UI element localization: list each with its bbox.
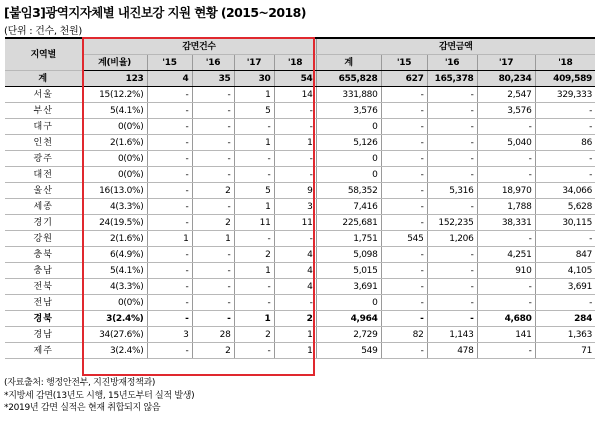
count-cell: - [147, 151, 192, 167]
header-count-col: '15 [147, 55, 192, 71]
amount-cell: 3,691 [316, 279, 381, 295]
count-cell: 4 [274, 263, 316, 279]
amount-cell: 1,143 [427, 327, 477, 343]
amount-cell: 284 [535, 311, 595, 327]
header-amount-col: '16 [427, 55, 477, 71]
header-count-group: 감면건수 [82, 38, 316, 55]
amount-cell: 5,126 [316, 135, 381, 151]
header-count-col: '18 [274, 55, 316, 71]
amount-cell: - [427, 199, 477, 215]
amount-cell: 1,363 [535, 327, 595, 343]
count-cell: - [147, 199, 192, 215]
count-cell: - [147, 135, 192, 151]
amount-cell: - [381, 167, 427, 183]
count-cell: - [234, 231, 274, 247]
count-cell: - [192, 119, 234, 135]
count-cell: 123 [82, 71, 147, 87]
table-row [5, 119, 595, 135]
region-name-cell: 경남 [5, 327, 82, 343]
table-row [5, 263, 595, 279]
amount-cell: 5,316 [427, 183, 477, 199]
header-amount-col: 계 [316, 55, 381, 71]
amount-cell: 58,352 [316, 183, 381, 199]
count-cell: - [274, 231, 316, 247]
count-cell: - [234, 151, 274, 167]
table-row [5, 87, 595, 103]
amount-cell: - [381, 183, 427, 199]
amount-cell: 627 [381, 71, 427, 87]
count-cell: 1 [147, 231, 192, 247]
amount-cell: - [477, 231, 535, 247]
count-cell: 54 [274, 71, 316, 87]
count-cell: - [192, 151, 234, 167]
count-cell: 1 [234, 87, 274, 103]
table-row [5, 215, 595, 231]
count-cell: 4 [147, 71, 192, 87]
region-name-cell: 충남 [5, 263, 82, 279]
footnotes [4, 377, 194, 415]
header-region: 지역별 [5, 38, 82, 71]
count-cell: - [147, 119, 192, 135]
count-cell: 0(0%) [82, 167, 147, 183]
count-cell: - [192, 295, 234, 311]
amount-cell: 1,206 [427, 231, 477, 247]
count-cell: - [274, 103, 316, 119]
count-cell: - [192, 199, 234, 215]
amount-cell: - [535, 231, 595, 247]
unit-label: (단위 : 건수, 천원) [4, 26, 82, 37]
count-cell: 0(0%) [82, 151, 147, 167]
count-cell: 4(3.3%) [82, 279, 147, 295]
amount-cell: - [535, 167, 595, 183]
region-name-cell: 세종 [5, 199, 82, 215]
amount-cell: 4,964 [316, 311, 381, 327]
count-cell: 1 [234, 135, 274, 151]
amount-cell: 34,066 [535, 183, 595, 199]
footnote: *지방세 감면(13년도 시행, 15년도부터 실적 발생) [4, 390, 195, 401]
amount-cell: - [477, 119, 535, 135]
region-name-cell: 대전 [5, 167, 82, 183]
table-row [5, 231, 595, 247]
header-amount-col: '15 [381, 55, 427, 71]
count-cell: - [234, 279, 274, 295]
amount-cell: - [427, 295, 477, 311]
amount-cell: - [427, 167, 477, 183]
amount-cell: - [427, 135, 477, 151]
subsidy-table [5, 37, 595, 359]
count-cell: 1 [274, 327, 316, 343]
count-cell: - [234, 295, 274, 311]
amount-cell: - [381, 247, 427, 263]
count-cell: 0(0%) [82, 119, 147, 135]
amount-cell: 141 [477, 327, 535, 343]
amount-cell: - [381, 103, 427, 119]
header-count-col: '17 [234, 55, 274, 71]
header-count-col: '16 [192, 55, 234, 71]
count-cell: - [234, 119, 274, 135]
count-cell: 2 [192, 183, 234, 199]
amount-cell: 3,576 [477, 103, 535, 119]
count-cell: 35 [192, 71, 234, 87]
count-cell: - [192, 247, 234, 263]
count-cell: 28 [192, 327, 234, 343]
count-cell: 24(19.5%) [82, 215, 147, 231]
count-cell: 15(12.2%) [82, 87, 147, 103]
count-cell: - [147, 263, 192, 279]
count-cell: 1 [274, 135, 316, 151]
amount-cell: 18,970 [477, 183, 535, 199]
amount-cell: 5,098 [316, 247, 381, 263]
count-cell: - [274, 119, 316, 135]
region-name-cell: 대구 [5, 119, 82, 135]
region-name-cell: 강원 [5, 231, 82, 247]
count-cell: 5 [234, 183, 274, 199]
table-row [5, 295, 595, 311]
count-cell: - [274, 151, 316, 167]
count-cell: 3(2.4%) [82, 311, 147, 327]
amount-cell: - [381, 279, 427, 295]
count-cell: 1 [234, 311, 274, 327]
count-cell: - [192, 263, 234, 279]
amount-cell: - [381, 215, 427, 231]
count-cell: - [192, 311, 234, 327]
table-row [5, 183, 595, 199]
count-cell: - [274, 295, 316, 311]
count-cell: 6(4.9%) [82, 247, 147, 263]
amount-cell: - [427, 119, 477, 135]
region-name-cell: 충북 [5, 247, 82, 263]
count-cell: 2(1.6%) [82, 135, 147, 151]
amount-cell: 7,416 [316, 199, 381, 215]
region-name-cell: 계 [5, 71, 82, 87]
count-cell: 14 [274, 87, 316, 103]
amount-cell: - [381, 135, 427, 151]
amount-cell: 165,378 [427, 71, 477, 87]
count-cell: - [234, 167, 274, 183]
amount-cell: - [535, 119, 595, 135]
region-name-cell: 서울 [5, 87, 82, 103]
amount-cell: - [381, 311, 427, 327]
count-cell: 1 [234, 199, 274, 215]
amount-cell: 0 [316, 151, 381, 167]
region-name-cell: 부산 [5, 103, 82, 119]
amount-cell: 0 [316, 167, 381, 183]
count-cell: 2 [234, 247, 274, 263]
table-row [5, 279, 595, 295]
count-cell: - [147, 183, 192, 199]
count-cell: 1 [192, 231, 234, 247]
count-cell: 2 [234, 327, 274, 343]
header-amount-col: '18 [535, 55, 595, 71]
count-cell: - [192, 103, 234, 119]
amount-cell: 409,589 [535, 71, 595, 87]
amount-cell: 3,576 [316, 103, 381, 119]
table-row [5, 135, 595, 151]
amount-cell: 1,751 [316, 231, 381, 247]
count-cell: 11 [234, 215, 274, 231]
amount-cell: 0 [316, 295, 381, 311]
count-cell: 2 [192, 215, 234, 231]
count-cell: 2 [192, 343, 234, 359]
amount-cell: 38,331 [477, 215, 535, 231]
amount-cell: 847 [535, 247, 595, 263]
amount-cell: - [381, 263, 427, 279]
amount-cell: 4,680 [477, 311, 535, 327]
table-row [5, 167, 595, 183]
amount-cell: - [381, 87, 427, 103]
amount-cell: - [381, 295, 427, 311]
amount-cell: - [477, 279, 535, 295]
count-cell: 34(27.6%) [82, 327, 147, 343]
amount-cell: 1,788 [477, 199, 535, 215]
count-cell: 3 [274, 199, 316, 215]
amount-cell: 331,880 [316, 87, 381, 103]
amount-cell: 2,547 [477, 87, 535, 103]
table-row [5, 199, 595, 215]
table-body [5, 71, 595, 359]
count-cell: - [147, 87, 192, 103]
amount-cell: - [535, 295, 595, 311]
region-name-cell: 경북 [5, 311, 82, 327]
count-cell: - [192, 167, 234, 183]
region-name-cell: 인천 [5, 135, 82, 151]
amount-cell: - [381, 119, 427, 135]
count-cell: - [192, 279, 234, 295]
count-cell: 9 [274, 183, 316, 199]
count-cell: - [234, 343, 274, 359]
count-cell: 4(3.3%) [82, 199, 147, 215]
count-cell: - [147, 215, 192, 231]
amount-cell: - [427, 311, 477, 327]
amount-cell: 5,040 [477, 135, 535, 151]
count-cell: 5(4.1%) [82, 263, 147, 279]
region-name-cell: 경기 [5, 215, 82, 231]
count-cell: 0(0%) [82, 295, 147, 311]
region-name-cell: 울산 [5, 183, 82, 199]
footnote: *2019년 감면 실적은 현재 취합되지 않음 [4, 403, 161, 413]
count-cell: - [274, 167, 316, 183]
amount-cell: - [381, 343, 427, 359]
amount-cell: - [477, 167, 535, 183]
header-amount-col: '17 [477, 55, 535, 71]
count-cell: - [192, 87, 234, 103]
amount-cell: - [477, 151, 535, 167]
count-cell: - [147, 295, 192, 311]
count-cell: 3(2.4%) [82, 343, 147, 359]
page-title: [붙임3]광역지자체별 내진보강 지원 현황 (2015~2018) [4, 5, 306, 20]
count-cell: - [147, 103, 192, 119]
region-name-cell: 광주 [5, 151, 82, 167]
table-row [5, 343, 595, 359]
amount-cell: - [535, 151, 595, 167]
table-row [5, 327, 595, 343]
footnote: (자료출처: 행정안전부, 지진방재정책과) [4, 378, 156, 388]
amount-cell: - [381, 151, 427, 167]
amount-cell: 5,628 [535, 199, 595, 215]
table-row [5, 151, 595, 167]
count-cell: - [147, 279, 192, 295]
region-name-cell: 제주 [5, 343, 82, 359]
count-cell: 3 [147, 327, 192, 343]
amount-cell: 4,105 [535, 263, 595, 279]
amount-cell: 0 [316, 119, 381, 135]
count-cell: - [192, 135, 234, 151]
amount-cell: - [477, 343, 535, 359]
count-cell: 30 [234, 71, 274, 87]
count-cell: 2(1.6%) [82, 231, 147, 247]
region-name-cell: 전남 [5, 295, 82, 311]
amount-cell: 4,251 [477, 247, 535, 263]
amount-cell: 152,235 [427, 215, 477, 231]
amount-cell: - [427, 87, 477, 103]
count-cell: - [147, 311, 192, 327]
amount-cell: 80,234 [477, 71, 535, 87]
count-cell: 4 [274, 247, 316, 263]
count-cell: - [147, 343, 192, 359]
amount-cell: - [381, 199, 427, 215]
amount-cell: 225,681 [316, 215, 381, 231]
table-row [5, 103, 595, 119]
amount-cell: 910 [477, 263, 535, 279]
amount-cell: - [427, 103, 477, 119]
amount-cell: 655,828 [316, 71, 381, 87]
count-cell: 5 [234, 103, 274, 119]
amount-cell: - [427, 247, 477, 263]
amount-cell: 5,015 [316, 263, 381, 279]
amount-cell: - [535, 103, 595, 119]
amount-cell: 3,691 [535, 279, 595, 295]
amount-cell: - [427, 151, 477, 167]
count-cell: 1 [234, 263, 274, 279]
count-cell: - [147, 247, 192, 263]
amount-cell: 329,333 [535, 87, 595, 103]
table-row [5, 311, 595, 327]
count-cell: 2 [274, 311, 316, 327]
amount-cell: - [477, 295, 535, 311]
total-row [5, 71, 595, 87]
amount-cell: 30,115 [535, 215, 595, 231]
count-cell: 4 [274, 279, 316, 295]
region-name-cell: 전북 [5, 279, 82, 295]
count-cell: 1 [274, 343, 316, 359]
amount-cell: 2,729 [316, 327, 381, 343]
amount-cell: 71 [535, 343, 595, 359]
amount-cell: - [427, 263, 477, 279]
amount-cell: 545 [381, 231, 427, 247]
header-count-col: 계(비율) [82, 55, 147, 71]
count-cell: 16(13.0%) [82, 183, 147, 199]
amount-cell: 478 [427, 343, 477, 359]
table-row [5, 247, 595, 263]
amount-cell: 82 [381, 327, 427, 343]
count-cell: - [147, 167, 192, 183]
amount-cell: 549 [316, 343, 381, 359]
count-cell: 11 [274, 215, 316, 231]
amount-cell: - [427, 279, 477, 295]
header-amount-group: 감면금액 [316, 38, 595, 55]
amount-cell: 86 [535, 135, 595, 151]
count-cell: 5(4.1%) [82, 103, 147, 119]
